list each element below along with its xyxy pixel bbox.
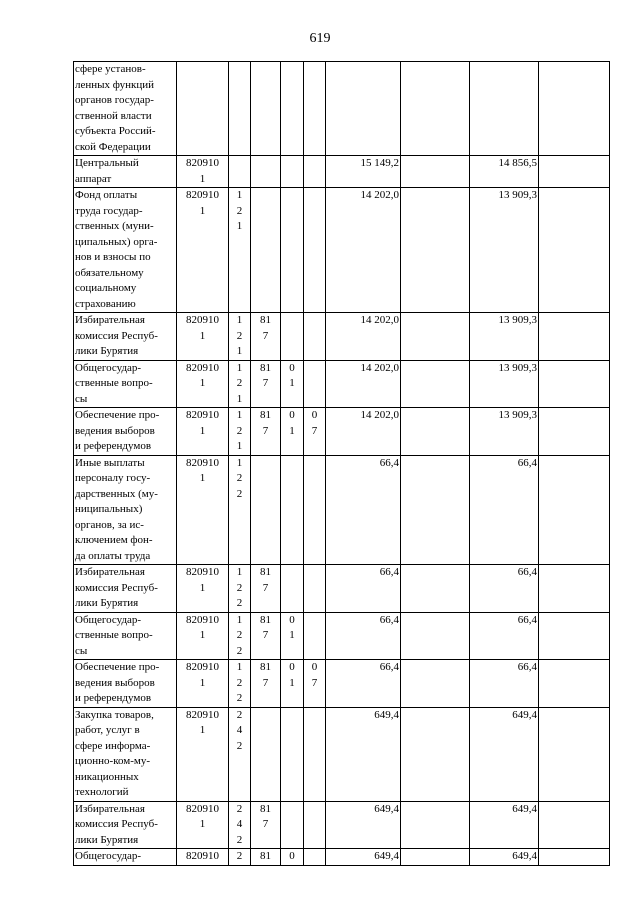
table-row (74, 156, 610, 188)
cell-section (281, 707, 304, 801)
table-row (74, 188, 610, 313)
cell-expense-type: 2 4 2 (229, 801, 251, 849)
cell-sum-2: 13 909,3 (470, 188, 539, 313)
table-row (74, 849, 610, 866)
cell-sum-2: 13 909,3 (470, 360, 539, 408)
cell-sum-1: 649,4 (326, 707, 401, 801)
cell-subsection: 0 7 (304, 660, 326, 708)
cell-subsection (304, 62, 326, 156)
cell-sum-1 (326, 62, 401, 156)
cell-administrator: 81 7 (251, 612, 281, 660)
cell-sum-1: 649,4 (326, 849, 401, 866)
cell-subsection (304, 565, 326, 613)
cell-section (281, 801, 304, 849)
cell-blank-2 (539, 188, 610, 313)
cell-administrator: 81 7 (251, 313, 281, 361)
table-row (74, 455, 610, 565)
cell-sum-1: 66,4 (326, 660, 401, 708)
cell-blank-2 (539, 156, 610, 188)
cell-subsection (304, 313, 326, 361)
table-row (74, 62, 610, 156)
cell-administrator: 81 7 (251, 660, 281, 708)
cell-section: 0 1 (281, 612, 304, 660)
cell-sum-1: 14 202,0 (326, 360, 401, 408)
cell-section: 0 1 (281, 660, 304, 708)
cell-section (281, 565, 304, 613)
cell-name: Центральный аппарат (74, 156, 177, 188)
cell-expense-type: 1 2 1 (229, 313, 251, 361)
cell-expense-type: 1 2 2 (229, 612, 251, 660)
cell-subsection (304, 801, 326, 849)
cell-expense-type: 1 2 2 (229, 455, 251, 565)
cell-sum-2: 649,4 (470, 707, 539, 801)
cell-section: 0 1 (281, 360, 304, 408)
cell-sum-1: 14 202,0 (326, 188, 401, 313)
cell-expense-type: 1 2 1 (229, 188, 251, 313)
cell-administrator (251, 455, 281, 565)
cell-blank-1 (401, 360, 470, 408)
table-row (74, 565, 610, 613)
table-row (74, 707, 610, 801)
cell-sum-1: 14 202,0 (326, 313, 401, 361)
cell-sum-2: 13 909,3 (470, 408, 539, 456)
cell-section (281, 188, 304, 313)
table-row (74, 360, 610, 408)
cell-section (281, 62, 304, 156)
cell-blank-1 (401, 408, 470, 456)
cell-sum-2: 14 856,5 (470, 156, 539, 188)
table-row (74, 408, 610, 456)
cell-sum-1: 15 149,2 (326, 156, 401, 188)
cell-target-article: 820910 1 (177, 801, 229, 849)
cell-section (281, 455, 304, 565)
table-row (74, 801, 610, 849)
cell-expense-type (229, 156, 251, 188)
cell-subsection (304, 156, 326, 188)
cell-sum-2 (470, 62, 539, 156)
cell-administrator (251, 188, 281, 313)
cell-administrator: 81 7 (251, 565, 281, 613)
cell-name: Обеспечение про- ведения выборов и референдумов (74, 660, 177, 708)
cell-name: Избирательная комиссия Респуб- лики Бурятия (74, 801, 177, 849)
cell-blank-2 (539, 62, 610, 156)
cell-expense-type: 1 2 2 (229, 565, 251, 613)
cell-blank-1 (401, 455, 470, 565)
cell-blank-1 (401, 62, 470, 156)
cell-target-article: 820910 1 (177, 188, 229, 313)
cell-target-article: 820910 1 (177, 707, 229, 801)
cell-administrator: 81 7 (251, 360, 281, 408)
cell-target-article: 820910 1 (177, 360, 229, 408)
cell-blank-2 (539, 565, 610, 613)
cell-section (281, 313, 304, 361)
cell-sum-2: 649,4 (470, 801, 539, 849)
cell-sum-2: 66,4 (470, 612, 539, 660)
cell-blank-1 (401, 188, 470, 313)
cell-blank-1 (401, 565, 470, 613)
cell-target-article: 820910 1 (177, 156, 229, 188)
cell-administrator: 81 (251, 849, 281, 866)
cell-administrator: 81 7 (251, 801, 281, 849)
cell-subsection (304, 849, 326, 866)
table-row (74, 612, 610, 660)
cell-expense-type: 2 (229, 849, 251, 866)
cell-blank-1 (401, 660, 470, 708)
cell-blank-1 (401, 156, 470, 188)
cell-blank-1 (401, 849, 470, 866)
cell-sum-1: 66,4 (326, 612, 401, 660)
cell-target-article: 820910 1 (177, 660, 229, 708)
page-number: 619 (309, 31, 331, 46)
cell-target-article: 820910 1 (177, 455, 229, 565)
cell-blank-1 (401, 313, 470, 361)
cell-name: Фонд оплаты труда государ- ственных (муни- ципальных) орга- нов и взносы по обязательному социальному страхованию (74, 188, 177, 313)
cell-sum-2: 66,4 (470, 455, 539, 565)
cell-sum-1: 14 202,0 (326, 408, 401, 456)
cell-blank-1 (401, 801, 470, 849)
cell-blank-2 (539, 801, 610, 849)
cell-sum-2: 66,4 (470, 660, 539, 708)
cell-subsection (304, 612, 326, 660)
cell-expense-type: 2 4 2 (229, 707, 251, 801)
cell-expense-type: 1 2 1 (229, 408, 251, 456)
table-body (74, 62, 610, 866)
cell-expense-type: 1 2 1 (229, 360, 251, 408)
table-row (74, 660, 610, 708)
cell-sum-2: 13 909,3 (470, 313, 539, 361)
cell-sum-2: 66,4 (470, 565, 539, 613)
cell-subsection (304, 360, 326, 408)
cell-name: Избирательная комиссия Респуб- лики Бурятия (74, 565, 177, 613)
cell-expense-type: 1 2 2 (229, 660, 251, 708)
cell-subsection (304, 707, 326, 801)
cell-sum-1: 66,4 (326, 455, 401, 565)
cell-subsection (304, 188, 326, 313)
cell-target-article: 820910 1 (177, 408, 229, 456)
table-row (74, 313, 610, 361)
cell-blank-1 (401, 707, 470, 801)
cell-target-article: 820910 1 (177, 612, 229, 660)
cell-target-article: 820910 1 (177, 313, 229, 361)
cell-section: 0 1 (281, 408, 304, 456)
cell-name: Закупка товаров, работ, услуг в сфере информа- ционно-ком-му- никационных технологий (74, 707, 177, 801)
cell-name: Общегосудар- ственные вопро- сы (74, 612, 177, 660)
cell-name: Общегосудар- ственные вопро- сы (74, 360, 177, 408)
cell-blank-2 (539, 455, 610, 565)
cell-name: Обеспечение про- ведения выборов и референдумов (74, 408, 177, 456)
cell-name: Общегосудар- (74, 849, 177, 866)
cell-target-article: 820910 (177, 849, 229, 866)
cell-blank-2 (539, 849, 610, 866)
cell-administrator (251, 707, 281, 801)
cell-administrator: 81 7 (251, 408, 281, 456)
cell-blank-2 (539, 408, 610, 456)
cell-section (281, 156, 304, 188)
cell-name: Избирательная комиссия Респуб- лики Бурятия (74, 313, 177, 361)
cell-blank-1 (401, 612, 470, 660)
cell-target-article (177, 62, 229, 156)
cell-section: 0 (281, 849, 304, 866)
cell-administrator (251, 62, 281, 156)
cell-sum-1: 649,4 (326, 801, 401, 849)
cell-blank-2 (539, 707, 610, 801)
cell-blank-2 (539, 612, 610, 660)
cell-target-article: 820910 1 (177, 565, 229, 613)
cell-sum-1: 66,4 (326, 565, 401, 613)
budget-table (73, 61, 610, 866)
cell-blank-2 (539, 660, 610, 708)
cell-blank-2 (539, 360, 610, 408)
cell-sum-2: 649,4 (470, 849, 539, 866)
cell-blank-2 (539, 313, 610, 361)
cell-subsection (304, 455, 326, 565)
cell-name: Иные выплаты персоналу госу- дарственных (му- ниципальных) органов, за ис- ключением фон- да оплаты труда (74, 455, 177, 565)
cell-subsection: 0 7 (304, 408, 326, 456)
cell-name: сфере установ- ленных функций органов государ- ственной власти субъекта Россий- ской Федерации (74, 62, 177, 156)
cell-expense-type (229, 62, 251, 156)
cell-administrator (251, 156, 281, 188)
